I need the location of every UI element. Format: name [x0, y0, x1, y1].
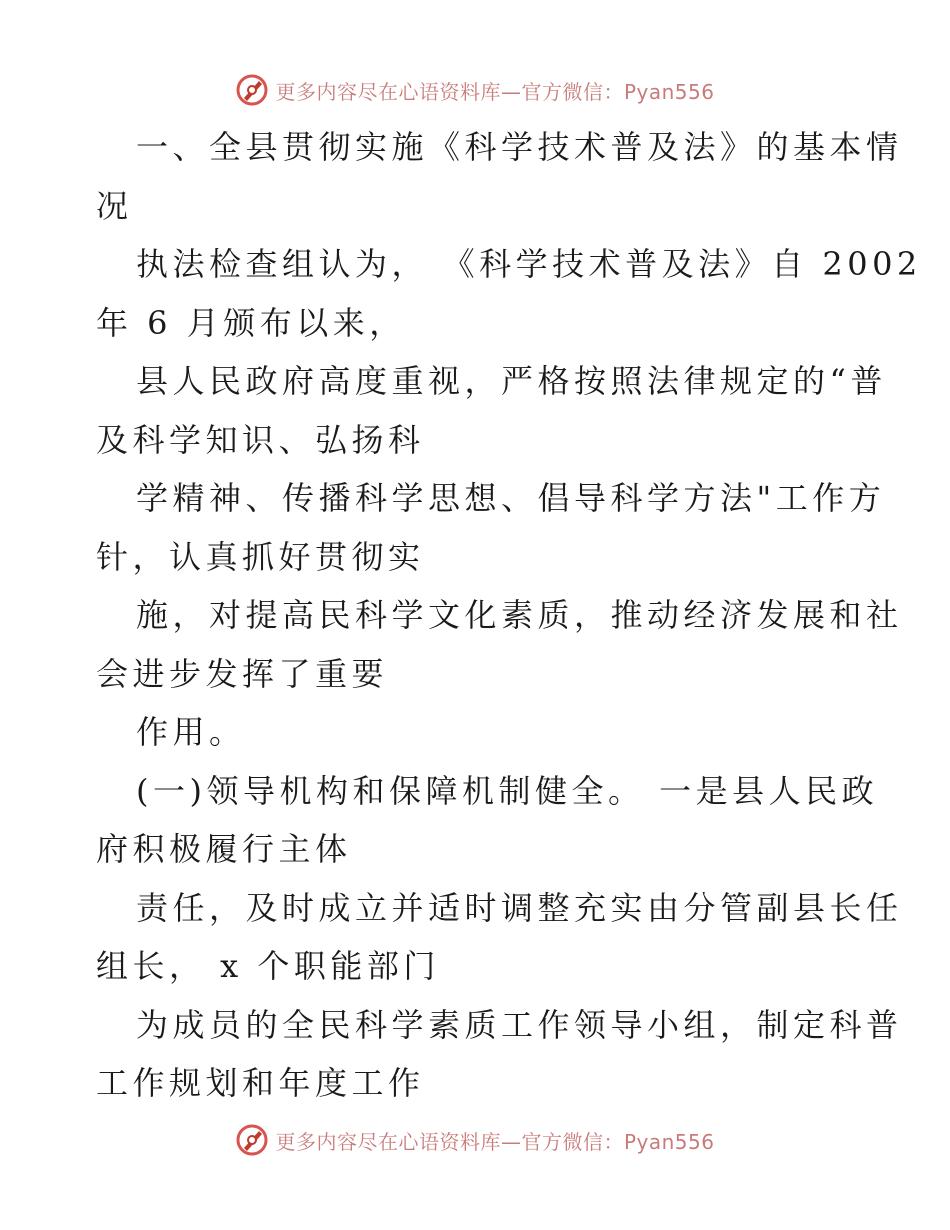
text-line: 年 6 月颁布以来，	[96, 303, 406, 342]
header-banner	[0, 70, 950, 110]
text-line: (一)领导机构和保障机制健全。 一是县人民政	[136, 771, 879, 810]
text-line: 工作规划和年度工作	[96, 1064, 425, 1102]
header-banner-text: 更多内容尽在心语资料库—官方微信：Pyan556	[275, 79, 715, 104]
text-line: 责任，及时成立并适时调整充实由分管副县长任	[136, 888, 903, 927]
text-line: 施，对提高民科学文化素质，推动经济发展和社	[136, 596, 903, 634]
document-body	[96, 118, 922, 1113]
text-line: 会进步发挥了重要	[96, 654, 389, 693]
text-line: 组长， x 个职能部门	[96, 947, 440, 985]
text-line: 执法检查组认为， 《科学技术普及法》自 2002	[136, 245, 922, 283]
text-line: 县人民政府高度重视，严格按照法律规定的“普	[136, 362, 887, 400]
text-line: 及科学知识、弘扬科	[96, 420, 425, 459]
text-line: 学精神、传播科学思想、倡导科学方法"工作方	[136, 479, 886, 517]
footer-banner-text: 更多内容尽在心语资料库—官方微信：Pyan556	[275, 1129, 715, 1154]
text-line: 一、全县贯彻实施《科学技术普及法》的基本情	[136, 128, 903, 166]
logo-icon	[235, 73, 269, 107]
text-line: 况	[96, 186, 133, 225]
text-line: 作用。	[136, 713, 246, 751]
text-line: 府积极履行主体	[96, 830, 352, 868]
footer-banner	[0, 1120, 950, 1160]
logo-icon	[235, 1123, 269, 1157]
text-line: 为成员的全民科学素质工作领导小组，制定科普	[136, 1005, 903, 1044]
text-line: 针，认真抓好贯彻实	[96, 537, 425, 576]
